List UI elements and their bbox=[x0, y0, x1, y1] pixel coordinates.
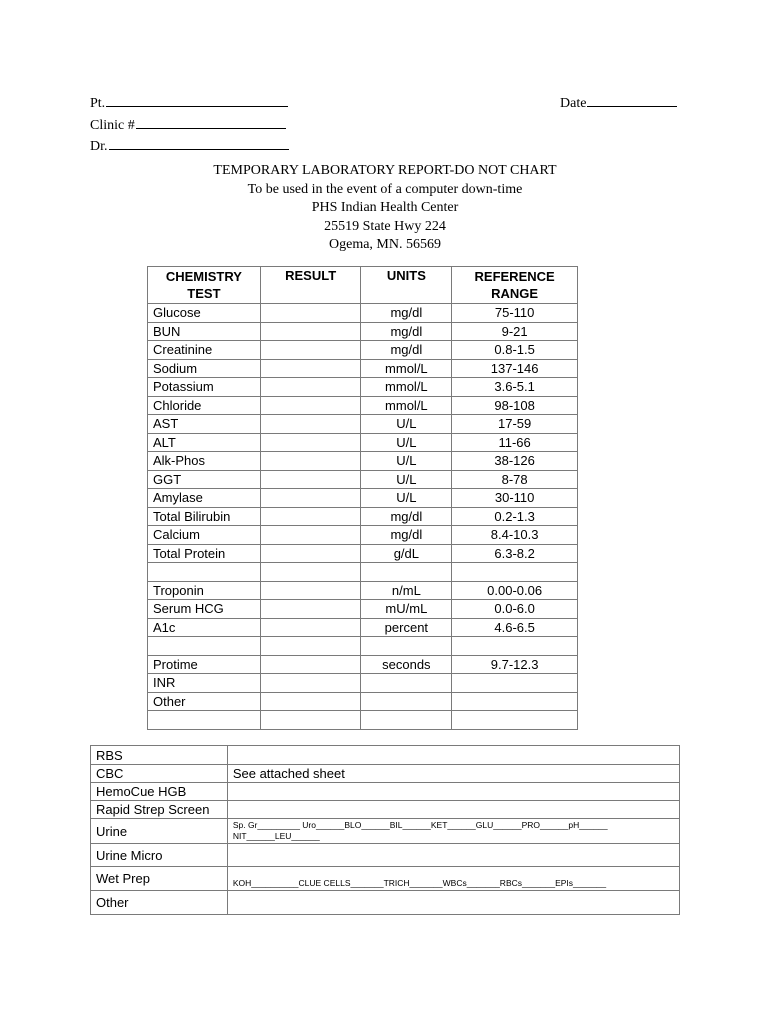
test-name-cell: Troponin bbox=[148, 581, 261, 600]
table-row bbox=[148, 433, 578, 452]
wet-prep-label: Wet Prep bbox=[91, 867, 228, 891]
header-result-label: RESULT bbox=[285, 268, 337, 283]
units-cell bbox=[361, 563, 452, 582]
units-cell bbox=[361, 637, 452, 656]
result-cell[interactable] bbox=[260, 359, 361, 378]
table-row bbox=[91, 783, 680, 801]
reference-range-cell bbox=[452, 637, 578, 656]
result-cell[interactable] bbox=[260, 655, 361, 674]
other-result[interactable] bbox=[227, 891, 679, 915]
units-cell: U/L bbox=[361, 415, 452, 434]
table-row bbox=[91, 801, 680, 819]
units-cell: mmol/L bbox=[361, 378, 452, 397]
table-row bbox=[148, 692, 578, 711]
report-title: TEMPORARY LABORATORY REPORT-DO NOT CHART bbox=[213, 163, 557, 178]
test-name-cell bbox=[148, 637, 261, 656]
test-name-cell: Amylase bbox=[148, 489, 261, 508]
result-cell[interactable] bbox=[260, 415, 361, 434]
header-units-label: UNITS bbox=[386, 268, 426, 283]
table-row bbox=[148, 507, 578, 526]
reference-range-cell: 6.3-8.2 bbox=[452, 544, 578, 563]
cbc-label: CBC bbox=[91, 765, 228, 783]
report-subtitle: To be used in the event of a computer down-time bbox=[247, 181, 523, 197]
header-result bbox=[260, 267, 361, 304]
reference-range-cell: 11-66 bbox=[452, 433, 578, 452]
dr-field[interactable] bbox=[90, 135, 289, 157]
test-name-cell: Creatinine bbox=[148, 341, 261, 360]
reference-range-cell: 8-78 bbox=[452, 470, 578, 489]
reference-range-cell: 137-146 bbox=[452, 359, 578, 378]
units-cell: mg/dl bbox=[361, 341, 452, 360]
table-row bbox=[148, 618, 578, 637]
header-reference-range bbox=[452, 267, 578, 304]
units-cell: mU/mL bbox=[361, 600, 452, 619]
table-row bbox=[148, 378, 578, 397]
test-name-cell bbox=[148, 711, 261, 730]
urine-fields-line1: Sp. Gr_________ Uro______BLO______BIL______KET______GLU______PRO______pH______ bbox=[232, 820, 608, 830]
table-row bbox=[148, 489, 578, 508]
units-cell: n/mL bbox=[361, 581, 452, 600]
test-name-cell: Sodium bbox=[148, 359, 261, 378]
chemistry-table-body bbox=[148, 304, 578, 730]
test-name-cell: GGT bbox=[148, 470, 261, 489]
reference-range-cell bbox=[452, 692, 578, 711]
result-cell[interactable] bbox=[260, 304, 361, 323]
units-cell: seconds bbox=[361, 655, 452, 674]
rbs-label: RBS bbox=[91, 746, 228, 765]
result-cell[interactable] bbox=[260, 396, 361, 415]
test-name-cell: Protime bbox=[148, 655, 261, 674]
units-cell: mg/dl bbox=[361, 304, 452, 323]
other-label: Other bbox=[91, 891, 228, 915]
reference-range-cell: 17-59 bbox=[452, 415, 578, 434]
reference-range-cell: 9-21 bbox=[452, 322, 578, 341]
chemistry-table bbox=[147, 266, 578, 730]
table-row bbox=[91, 891, 680, 915]
test-name-cell bbox=[148, 563, 261, 582]
dr-label: Dr. bbox=[90, 139, 108, 154]
reference-range-cell bbox=[452, 711, 578, 730]
units-cell: g/dL bbox=[361, 544, 452, 563]
header-test-line1: CHEMISTRY bbox=[165, 269, 242, 284]
chemistry-header-row bbox=[148, 267, 578, 304]
result-cell[interactable] bbox=[260, 433, 361, 452]
test-name-cell: Total Protein bbox=[148, 544, 261, 563]
reference-range-cell bbox=[452, 563, 578, 582]
result-cell[interactable] bbox=[260, 674, 361, 693]
table-row bbox=[148, 322, 578, 341]
table-row bbox=[148, 341, 578, 360]
result-cell[interactable] bbox=[260, 581, 361, 600]
test-name-cell: Other bbox=[148, 692, 261, 711]
urine-fields-line2: NIT______LEU______ bbox=[232, 831, 320, 841]
header-chemistry-test bbox=[148, 267, 261, 304]
reference-range-cell: 75-110 bbox=[452, 304, 578, 323]
test-name-cell: Chloride bbox=[148, 396, 261, 415]
reference-range-cell: 4.6-6.5 bbox=[452, 618, 578, 637]
reference-range-cell: 38-126 bbox=[452, 452, 578, 471]
result-cell[interactable] bbox=[260, 322, 361, 341]
result-cell[interactable] bbox=[260, 600, 361, 619]
table-row bbox=[148, 581, 578, 600]
pt-field[interactable] bbox=[90, 92, 289, 114]
report-header bbox=[0, 162, 770, 255]
reference-range-cell: 9.7-12.3 bbox=[452, 655, 578, 674]
table-row bbox=[148, 359, 578, 378]
result-cell[interactable] bbox=[260, 692, 361, 711]
units-cell bbox=[361, 674, 452, 693]
table-row bbox=[148, 674, 578, 693]
table-row bbox=[148, 470, 578, 489]
dr-input-line[interactable] bbox=[109, 135, 289, 150]
reference-range-cell: 0.00-0.06 bbox=[452, 581, 578, 600]
header-range-line1: REFERENCE bbox=[474, 269, 555, 284]
reference-range-cell: 0.2-1.3 bbox=[452, 507, 578, 526]
date-label: Date bbox=[560, 96, 587, 111]
urine-micro-label: Urine Micro bbox=[91, 844, 228, 867]
reference-range-cell: 98-108 bbox=[452, 396, 578, 415]
units-cell bbox=[361, 692, 452, 711]
facility-name: PHS Indian Health Center bbox=[311, 200, 459, 215]
result-cell[interactable] bbox=[260, 637, 361, 656]
facility-city: Ogema, MN. 56569 bbox=[329, 237, 441, 252]
pt-label: Pt. bbox=[90, 96, 106, 111]
other-tests-table bbox=[90, 745, 680, 915]
test-name-cell: INR bbox=[148, 674, 261, 693]
test-name-cell: Calcium bbox=[148, 526, 261, 545]
strep-label: Rapid Strep Screen bbox=[91, 801, 228, 819]
table-row bbox=[91, 844, 680, 867]
urine-fields[interactable] bbox=[227, 819, 679, 844]
test-name-cell: Glucose bbox=[148, 304, 261, 323]
units-cell: mg/dl bbox=[361, 507, 452, 526]
units-cell: U/L bbox=[361, 489, 452, 508]
strep-result[interactable] bbox=[227, 801, 679, 819]
table-row bbox=[148, 452, 578, 471]
reference-range-cell: 3.6-5.1 bbox=[452, 378, 578, 397]
table-row bbox=[91, 746, 680, 765]
test-name-cell: Potassium bbox=[148, 378, 261, 397]
pt-input-line[interactable] bbox=[106, 92, 288, 107]
reference-range-cell: 0.0-6.0 bbox=[452, 600, 578, 619]
table-row bbox=[148, 711, 578, 730]
facility-address: 25519 State Hwy 224 bbox=[324, 218, 446, 234]
table-row bbox=[91, 765, 680, 783]
result-cell[interactable] bbox=[260, 544, 361, 563]
result-cell[interactable] bbox=[260, 341, 361, 360]
clinic-field[interactable] bbox=[90, 114, 289, 136]
date-field[interactable] bbox=[560, 92, 677, 114]
table-row bbox=[148, 526, 578, 545]
table-row bbox=[148, 637, 578, 656]
wet-prep-fields[interactable]: KOH__________CLUE CELLS_______TRICH_______WBCs_______RBCs_______EPIs_______ bbox=[227, 867, 679, 891]
test-name-cell: Total Bilirubin bbox=[148, 507, 261, 526]
test-name-cell: Serum HCG bbox=[148, 600, 261, 619]
clinic-label: Clinic # bbox=[90, 117, 135, 133]
units-cell: U/L bbox=[361, 470, 452, 489]
result-cell[interactable] bbox=[260, 563, 361, 582]
header-range-line2: RANGE bbox=[491, 286, 539, 301]
result-cell[interactable] bbox=[260, 470, 361, 489]
patient-fields bbox=[90, 92, 289, 157]
units-cell: U/L bbox=[361, 452, 452, 471]
date-input-line[interactable] bbox=[587, 92, 677, 107]
test-name-cell: Alk-Phos bbox=[148, 452, 261, 471]
units-cell: mmol/L bbox=[361, 359, 452, 378]
table-row bbox=[148, 396, 578, 415]
reference-range-cell bbox=[452, 674, 578, 693]
test-name-cell: BUN bbox=[148, 322, 261, 341]
table-row bbox=[148, 544, 578, 563]
result-cell[interactable] bbox=[260, 711, 361, 730]
units-cell: mg/dl bbox=[361, 526, 452, 545]
reference-range-cell: 8.4-10.3 bbox=[452, 526, 578, 545]
units-cell: U/L bbox=[361, 433, 452, 452]
result-cell[interactable] bbox=[260, 378, 361, 397]
table-row bbox=[91, 819, 680, 844]
result-cell[interactable] bbox=[260, 507, 361, 526]
test-name-cell: A1c bbox=[148, 618, 261, 637]
hemocue-label: HemoCue HGB bbox=[91, 783, 228, 801]
table-row bbox=[91, 867, 680, 891]
cbc-note: See attached sheet bbox=[227, 765, 679, 783]
urine-micro-result[interactable] bbox=[227, 844, 679, 867]
header-units bbox=[361, 267, 452, 304]
units-cell bbox=[361, 711, 452, 730]
result-cell[interactable] bbox=[260, 489, 361, 508]
header-test-line2: TEST bbox=[187, 286, 221, 301]
table-row bbox=[148, 304, 578, 323]
units-cell: mmol/L bbox=[361, 396, 452, 415]
table-row bbox=[148, 600, 578, 619]
table-row bbox=[148, 655, 578, 674]
units-cell: percent bbox=[361, 618, 452, 637]
hemocue-result[interactable] bbox=[227, 783, 679, 801]
result-cell[interactable] bbox=[260, 526, 361, 545]
result-cell[interactable] bbox=[260, 452, 361, 471]
units-cell: mg/dl bbox=[361, 322, 452, 341]
test-name-cell: ALT bbox=[148, 433, 261, 452]
table-row bbox=[148, 563, 578, 582]
clinic-input-line[interactable] bbox=[136, 114, 286, 129]
urine-label: Urine bbox=[91, 819, 228, 844]
reference-range-cell: 30-110 bbox=[452, 489, 578, 508]
test-name-cell: AST bbox=[148, 415, 261, 434]
result-cell[interactable] bbox=[260, 618, 361, 637]
rbs-result[interactable] bbox=[227, 746, 679, 765]
table-row bbox=[148, 415, 578, 434]
reference-range-cell: 0.8-1.5 bbox=[452, 341, 578, 360]
